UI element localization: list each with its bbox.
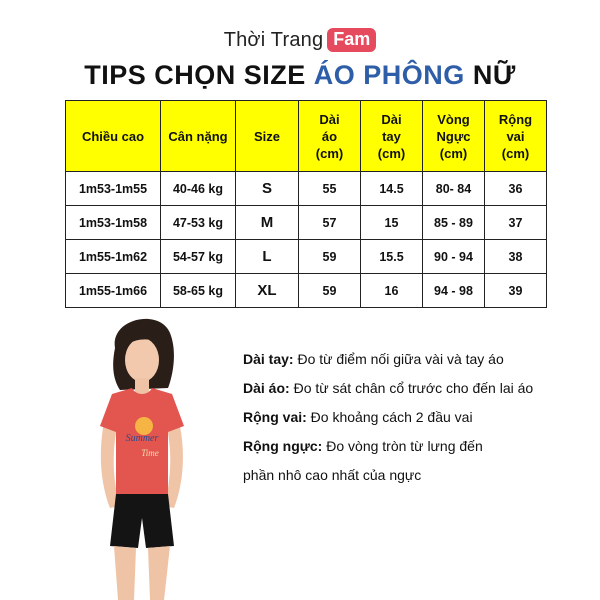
- shorts-shape: [110, 494, 174, 548]
- table-row: [66, 172, 547, 206]
- note-text: Đo khoảng cách 2 đầu vai: [306, 409, 473, 425]
- table-row: [66, 206, 547, 240]
- size-table: [65, 100, 547, 308]
- note-text: Đo từ điểm nối giữa vài và tay áo: [293, 351, 504, 367]
- note-text: Đo từ sát chân cổ trước cho đến lai áo: [289, 380, 534, 396]
- header-cell-line: vai: [506, 128, 525, 144]
- table-cell: 58-65 kg: [161, 274, 236, 308]
- table-cell: 80- 84: [423, 172, 485, 206]
- note-text: Đo vòng tròn từ lưng đến: [322, 438, 483, 454]
- header-cell-line: Dài: [381, 111, 402, 127]
- brand-name: Thời Trang: [223, 28, 324, 51]
- table-cell: 15.5: [361, 240, 423, 274]
- brand-badge: Fam: [327, 28, 376, 52]
- header-cell-line: Size: [253, 128, 280, 144]
- header-cell-line: Dài: [319, 111, 340, 127]
- header-cell-line: áo: [321, 128, 338, 144]
- table-cell: 57: [299, 206, 361, 240]
- header-cell-line: Rộng: [498, 111, 533, 127]
- table-cell: 37: [485, 206, 547, 240]
- note-key: Dài tay:: [243, 351, 294, 367]
- note-line: [243, 461, 583, 490]
- face-shape: [125, 338, 159, 382]
- shirt-print-line1: Summer: [125, 433, 159, 444]
- header-cell-line: Cân nặng: [168, 128, 228, 144]
- header-cell: [161, 101, 236, 172]
- table-cell: 15: [361, 206, 423, 240]
- header-cell: [299, 101, 361, 172]
- table-cell: M: [236, 206, 299, 240]
- header-cell-line: Vòng: [437, 111, 470, 127]
- table-row: [66, 240, 547, 274]
- table-cell: 55: [299, 172, 361, 206]
- table-cell: 14.5: [361, 172, 423, 206]
- table-cell: 47-53 kg: [161, 206, 236, 240]
- table-cell: 1m55-1m62: [66, 240, 161, 274]
- table-cell: 1m53-1m55: [66, 172, 161, 206]
- note-line: [243, 403, 583, 432]
- header-cell-line: (cm): [439, 145, 468, 161]
- table-cell: 39: [485, 274, 547, 308]
- table-cell: 59: [299, 274, 361, 308]
- table-cell: 85 - 89: [423, 206, 485, 240]
- left-leg: [114, 546, 136, 600]
- header-cell: [236, 101, 299, 172]
- page-title: [0, 60, 600, 91]
- header-cell-line: tay: [382, 128, 401, 144]
- note-text: phần nhô cao nhất của ngực: [243, 467, 422, 483]
- table-cell: 40-46 kg: [161, 172, 236, 206]
- model-photo: [60, 308, 220, 600]
- measurement-notes: [243, 345, 583, 490]
- table-row: [66, 274, 547, 308]
- header-cell: [361, 101, 423, 172]
- brand-logo: [0, 28, 600, 52]
- table-cell: 16: [361, 274, 423, 308]
- table-cell: 54-57 kg: [161, 240, 236, 274]
- right-leg: [148, 546, 170, 600]
- note-key: Dài áo:: [243, 380, 290, 396]
- table-cell: L: [236, 240, 299, 274]
- header-cell: [66, 101, 161, 172]
- header-cell: [485, 101, 547, 172]
- table-cell: 36: [485, 172, 547, 206]
- header-cell-line: (cm): [315, 145, 344, 161]
- header-cell-line: (cm): [377, 145, 406, 161]
- title-suffix: NỮ: [464, 60, 516, 90]
- note-line: [243, 374, 583, 403]
- note-line: [243, 345, 583, 374]
- header-cell-line: (cm): [501, 145, 530, 161]
- table-cell: XL: [236, 274, 299, 308]
- note-key: Rộng vai:: [243, 409, 307, 425]
- table-cell: 38: [485, 240, 547, 274]
- table-cell: S: [236, 172, 299, 206]
- table-cell: 1m53-1m58: [66, 206, 161, 240]
- table-cell: 90 - 94: [423, 240, 485, 274]
- header-row: [66, 101, 547, 172]
- table-cell: 1m55-1m66: [66, 274, 161, 308]
- note-line: [243, 432, 583, 461]
- header-cell: [423, 101, 485, 172]
- shirt-print-line2: Time: [141, 448, 159, 458]
- header-cell-line: Chiều cao: [81, 128, 145, 144]
- header-cell-line: Ngực: [436, 128, 471, 144]
- table-cell: 94 - 98: [423, 274, 485, 308]
- title-accent: ÁO PHÔNG: [313, 60, 465, 90]
- table-cell: 59: [299, 240, 361, 274]
- note-key: Rộng ngực:: [243, 438, 323, 454]
- title-prefix: TIPS CHỌN SIZE: [84, 60, 314, 90]
